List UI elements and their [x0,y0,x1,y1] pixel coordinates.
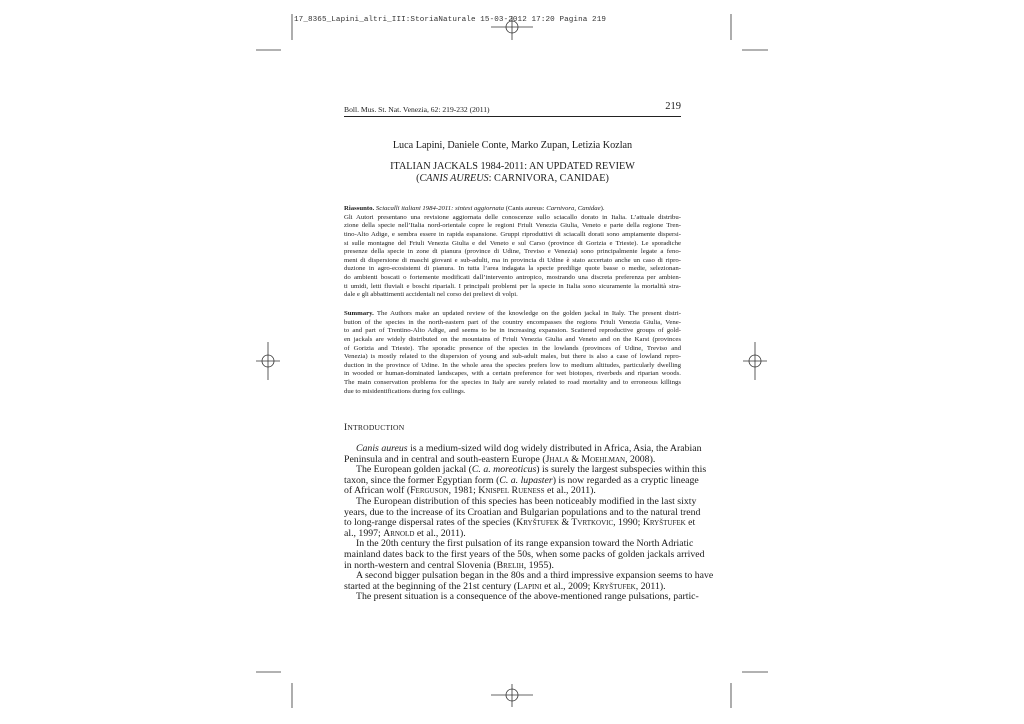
registration-mark-right [743,342,767,380]
body-line: of African wolf (Ferguson, 1981; Knispel Rueness et al., 2011). [344,485,596,497]
summary-line: in wooded or human-dominated landscapes, with a certain preference for wet biotopes, riverbeds and riparian woods. [344,370,681,378]
summary-line: en jackals are widely distributed on the mountains of Friuli Venezia Giulia and Veneto and on the Karst (provinces [344,335,681,343]
summary-line: The main conservation problems for the species in Italy are surely related to road mortality and to erroneous killings [344,379,681,387]
body-line: Peninsula and in central and south-eastern Europe (Jhala & Moehlman, 2008). [344,453,656,465]
riassunto-line: duzione in agro-ecosistemi di pianura. In tutta l’area indagata la specie predilige quote basse o medie, selezionan- [344,265,681,273]
summary-line: to and part of Trentino-Alto Adige, and seems to be in increasing expansion. Scattered reproductive groups of gold- [344,327,681,335]
riassunto-line: si sulle montagne del Friuli Venezia Giulia e del Veneto e sul Carso (province di Gorizia e Trieste). Le sporadiche [344,239,681,247]
riassunto-heading: Riassunto. Sciacalli italiani 1984-2011: sintesi aggiornata (Canis aureus: Carnivora, Canidae). [344,205,605,212]
article-title [344,161,681,184]
riassunto-line: tino-Alto Adige, e sembra essere in rapida espansione. Gruppi riproduttivi di sciacalli dorati sono ampiamente dispersi- [344,230,681,238]
body-line: in north-western and central Slovenia (Brelih, 1955). [344,559,554,571]
running-head [344,101,681,117]
summary-line: Venezia) is mostly related to the dispersion of young and sub-adult males, but there is also a case of lowland repro- [344,353,681,361]
body-line: years, due to the increase of its Croatian and Bulgarian populations and to the natural trend [344,506,701,518]
riassunto-line: presenze della specie in zone di pianura (province di Udine, Treviso e Venezia) sono principalmente legate a feno- [344,248,681,256]
body-line: al., 1997; Arnold et al., 2011). [344,527,466,539]
riassunto-label: Riassunto. [344,205,375,212]
riassunto-line: meni di dispersione di maschi giovani e sub-adulti, ma in provincia di Udine è stato accertato anche un caso di ripro- [344,256,681,264]
body-line: taxon, since the former Egyptian form (C. a. lupaster) is now regarded as a cryptic lineage [344,474,699,486]
summary-line: of Gorizia and Trieste). The sporadic presence of the species in the lowlands (provinces of Udine, Treviso and [344,344,681,352]
journal-citation: Boll. Mus. St. Nat. Venezia, 62: 219-232 (2011) [344,105,490,114]
riassunto-abstract [344,205,681,300]
body-line: mainland dates back to the first years of the 50s, when some packs of golden jackals arrived [344,548,705,560]
body-line: In the 20th century the first pulsation of its range expansion toward the North Adriatic [356,538,694,550]
summary-label: Summary. [344,310,374,317]
riassunto-line: dale e gli abbattimenti accidentali nel corso dei prelievi di volpi. [344,291,518,299]
section-heading-introduction: INTRODUCTION [344,423,405,433]
body-line: The present situation is a consequence of the above-mentioned range pulsations, partic- [356,591,699,603]
printer-slug: 17_8365_Lapini_altri_III:StoriaNaturale 15-03-2012 17:20 Pagina 219 [294,16,607,24]
body-line: The European distribution of this species has been noticeably modified in the last sixty [356,495,697,507]
page-number: 219 [665,101,681,112]
summary-line: due to misidentifications during fox cullings. [344,387,466,395]
registration-mark-bottom [491,684,533,707]
body-line: A second bigger pulsation began in the 80s and a third impressive expansion seems to have [356,570,714,582]
title-taxon: CANIS AUREUS [419,172,489,184]
registration-mark-left [256,342,280,380]
riassunto-line: do ambienti boscati o fortemente modificati dall’intervento antropico, mostrando una discreta preferenza per ambien- [344,274,681,282]
summary-line: duction in the province of Udine. In the whole area the species prefers low to medium altitudes, particularly dwelling [344,361,681,369]
riassunto-line: Gli Autori presentano una revisione aggiornata delle conoscenze sullo sciacallo dorato in Italia. L’attuale distribu- [344,213,681,221]
body-line: started at the beginning of the 21st century (Lapini et al., 2009; Kryštufek, 2011). [344,580,666,592]
body-line: to long-range dispersal rates of the species (Kryštufek & Tvrtkovic, 1990; Kryštufek et [344,517,696,529]
summary-abstract [344,310,681,396]
body-line: The European golden jackal (C. a. moreoticus) is surely the largest subspecies within this [356,464,707,476]
registration-mark-top [491,16,533,40]
body-text [344,443,714,603]
summary-line: bution of the species in the north-eastern part of the country encompasses the regions Friuli Venezia Giulia, Vene- [344,318,681,326]
author-list: Luca Lapini, Daniele Conte, Marko Zupan, Letizia Kozlan [392,140,633,151]
riassunto-line: ti umidi, letti fluviali e boschi ripariali. I principali problemi per la specie in Italia sono sicuramente la mortalità stra- [344,282,681,290]
title-line-2: (CANIS AUREUS: CARNIVORA, CANIDAE) [416,172,609,184]
body-line: Canis aureus is a medium-sized wild dog widely distributed in Africa, Asia, the Arabian [356,443,702,454]
riassunto-line: zione della specie nell’Italia nord-orientale copre le regioni Friuli Venezia Giulia, Veneto e parte della regione Tren- [344,222,681,230]
title-line-1: ITALIAN JACKALS 1984-2011: AN UPDATED REVIEW [390,161,635,172]
summary-line: Summary. The Authors make an updated review of the knowledge on the golden jackal in Italy. The present distri- [344,310,681,317]
